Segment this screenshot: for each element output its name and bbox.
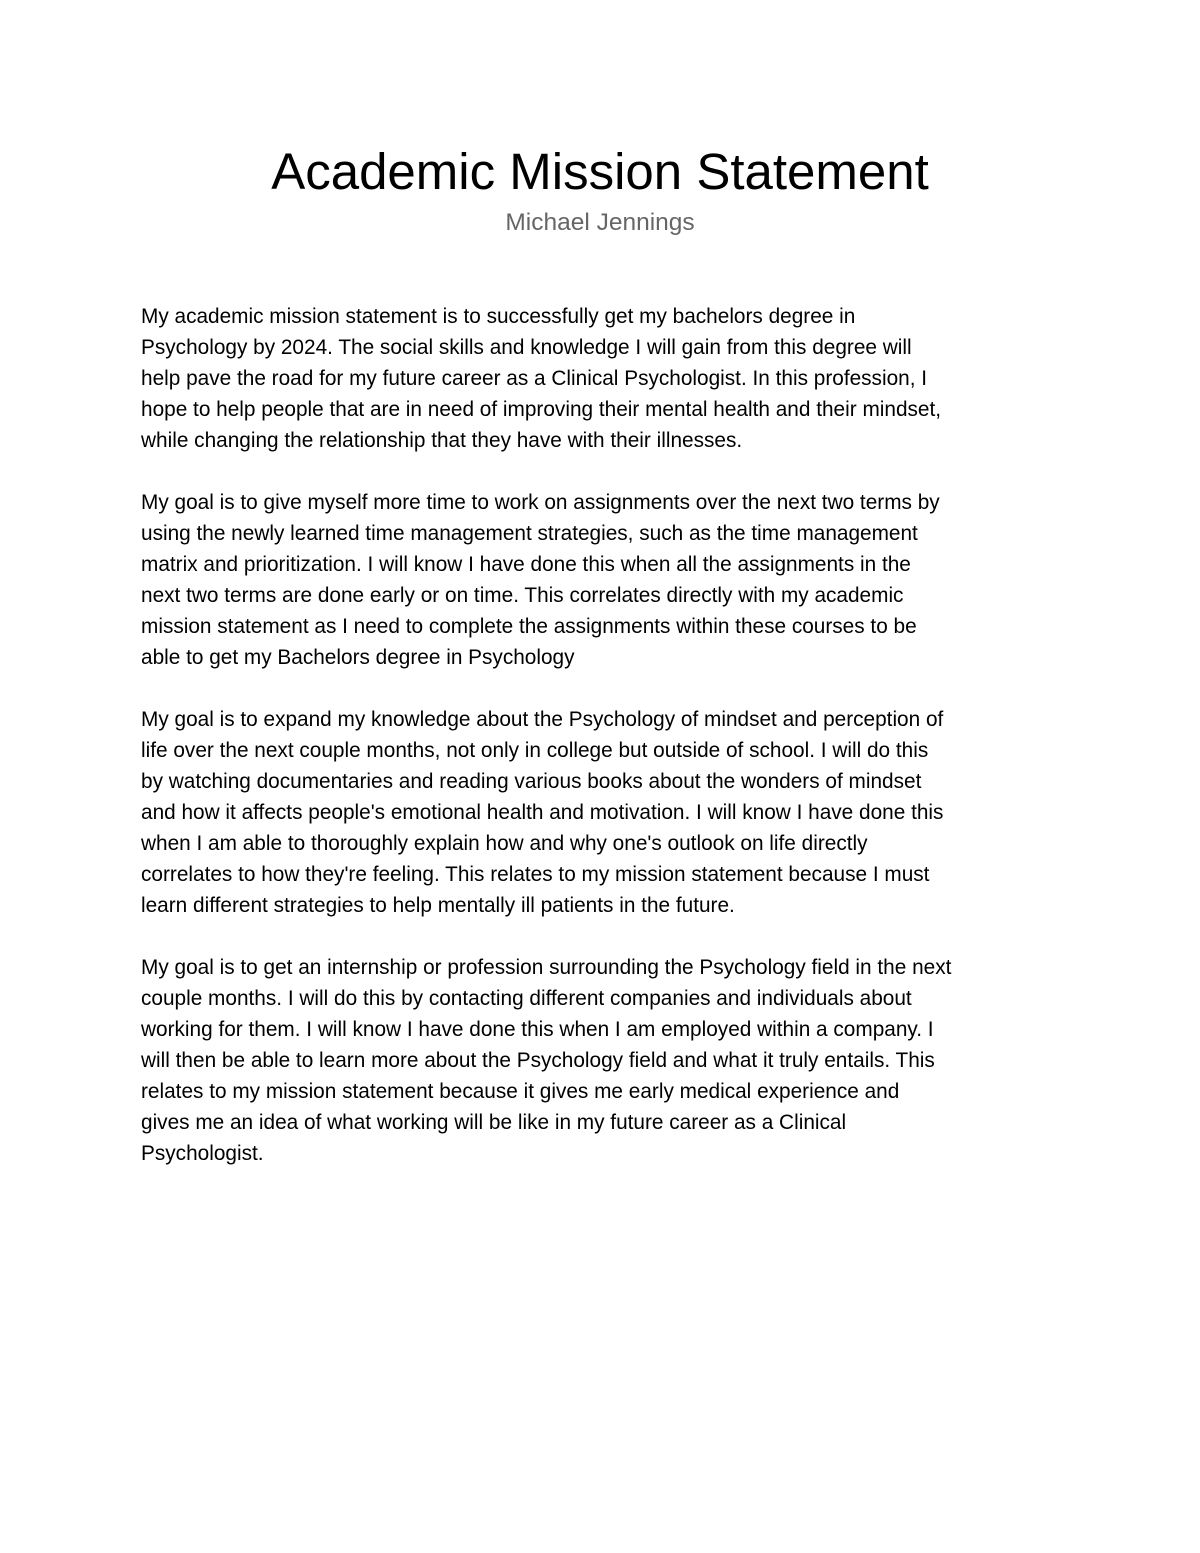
text-line: when I am able to thoroughly explain how and why one's outlook on life directly [141, 832, 868, 855]
document-body [141, 301, 1071, 1200]
text-line: My goal is to expand my knowledge about the Psychology of mindset and perception of [141, 708, 944, 731]
paragraph-mission [141, 301, 1071, 456]
text-line: by watching documentaries and reading various books about the wonders of mindset [141, 770, 922, 793]
text-line: My goal is to get an internship or profession surrounding the Psychology field in the next [141, 956, 952, 979]
text-line: and how it affects people's emotional health and motivation. I will know I have done this [141, 801, 944, 824]
text-line: My goal is to give myself more time to work on assignments over the next two terms by [141, 491, 940, 514]
text-line: couple months. I will do this by contacting different companies and individuals about [141, 987, 912, 1010]
text-line: learn different strategies to help mentally ill patients in the future. [141, 894, 735, 917]
text-line: life over the next couple months, not only in college but outside of school. I will do this [141, 739, 929, 762]
text-line: next two terms are done early or on time. This correlates directly with my academic [141, 584, 904, 607]
document-author: Michael Jennings [505, 209, 695, 236]
text-line: My academic mission statement is to successfully get my bachelors degree in [141, 305, 856, 328]
paragraph-goal-knowledge [141, 704, 1071, 921]
text-line: hope to help people that are in need of improving their mental health and their mindset, [141, 398, 942, 421]
text-line: correlates to how they're feeling. This relates to my mission statement because I must [141, 863, 930, 886]
text-line: matrix and prioritization. I will know I have done this when all the assignments in the [141, 553, 911, 576]
document-title: Academic Mission Statement [271, 143, 929, 200]
paragraph-goal-time-management [141, 487, 1071, 673]
text-line: able to get my Bachelors degree in Psychology [141, 646, 575, 669]
text-line: help pave the road for my future career as a Clinical Psychologist. In this profession, I [141, 367, 928, 390]
text-line: working for them. I will know I have done this when I am employed within a company. I [141, 1018, 934, 1041]
text-line: Psychology by 2024. The social skills and knowledge I will gain from this degree will [141, 336, 912, 359]
text-line: while changing the relationship that they have with their illnesses. [141, 429, 743, 452]
text-line: mission statement as I need to complete the assignments within these courses to be [141, 615, 917, 638]
text-line: relates to my mission statement because it gives me early medical experience and [141, 1080, 900, 1103]
text-line: will then be able to learn more about the Psychology field and what it truly entails. This [141, 1049, 935, 1072]
text-line: gives me an idea of what working will be like in my future career as a Clinical [141, 1111, 847, 1134]
text-line: using the newly learned time management strategies, such as the time management [141, 522, 918, 545]
paragraph-goal-internship [141, 952, 1071, 1169]
text-line: Psychologist. [141, 1142, 264, 1165]
